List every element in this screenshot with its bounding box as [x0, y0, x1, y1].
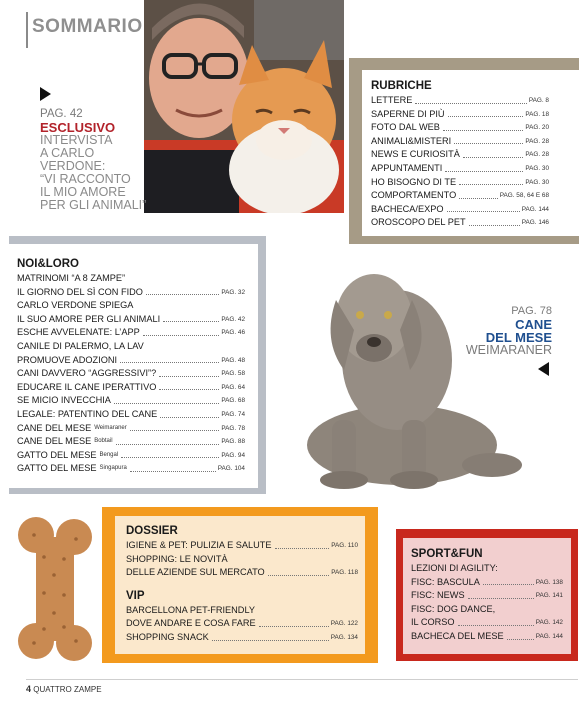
feature-line: VERDONE:: [40, 159, 106, 173]
dog-feature-page: PAG. 78: [511, 305, 552, 317]
toc-entry[interactable]: [126, 539, 358, 553]
toc-entry-sub: Singapura: [99, 465, 127, 472]
toc-entry[interactable]: [17, 313, 245, 327]
leader-dots: [116, 444, 220, 445]
weimaraner-dog-photo: [292, 260, 530, 497]
toc-entry-label: PROMUOVE ADOZIONI: [17, 354, 118, 365]
leader-dots: [443, 130, 523, 131]
toc-entry-label: COMPORTAMENTO: [371, 190, 457, 201]
toc-entry-label: CANI DAVVERO “AGGRESSIVI”?: [17, 368, 157, 379]
footer-magazine: QUATTRO ZAMPE: [33, 685, 102, 694]
rubriche-list: [371, 80, 549, 230]
page-title: SOMMARIO: [32, 16, 143, 37]
toc-entry[interactable]: [371, 162, 549, 176]
toc-entry-label: IL SUO AMORE PER GLI ANIMALI: [17, 313, 161, 324]
noiloro-title: NOI&LORO: [17, 258, 79, 270]
leader-dots: [143, 335, 220, 336]
toc-entry-sub: Bobtail: [94, 438, 113, 445]
toc-entry-page: PAG. 48: [221, 356, 245, 364]
toc-entry-label: MATRINOMI “A 8 ZAMPE”: [17, 273, 126, 283]
toc-entry-label: GATTO DEL MESE: [17, 463, 97, 474]
toc-entry-label: BACHECA DEL MESE: [411, 630, 504, 641]
toc-entry[interactable]: [17, 462, 245, 476]
toc-entry[interactable]: [126, 553, 358, 567]
toc-entry-page: PAG. 28: [525, 137, 549, 145]
leader-dots: [448, 116, 524, 117]
arrow-left-icon: [538, 362, 549, 376]
leader-dots: [114, 403, 219, 404]
sport-title: SPORT&FUN: [411, 548, 483, 560]
rubriche-title: RUBRICHE: [371, 80, 432, 92]
leader-dots: [445, 171, 523, 172]
toc-entry[interactable]: [17, 381, 245, 395]
toc-entry-page: PAG. 144: [521, 205, 549, 213]
toc-entry[interactable]: [17, 408, 245, 422]
leader-dots: [160, 417, 219, 418]
leader-dots: [463, 157, 523, 158]
dossier-list: [126, 525, 358, 645]
leader-dots: [130, 471, 216, 472]
toc-entry-label: CARLO VERDONE SPIEGA: [17, 300, 134, 311]
toc-entry[interactable]: [371, 108, 549, 122]
toc-entry-label: SAPERNE DI PIÙ: [371, 108, 445, 119]
toc-entry-page: PAG. 42: [221, 315, 245, 323]
footer-rule: [26, 679, 578, 680]
dog-feature-title: DEL MESE: [485, 330, 552, 345]
toc-entry-label: LETTERE: [371, 95, 413, 105]
toc-entry[interactable]: [371, 121, 549, 135]
feature-line: INTERVISTA: [40, 133, 113, 147]
leader-dots: [259, 626, 329, 627]
toc-entry[interactable]: [17, 299, 245, 313]
toc-entry-label: BACHECA/EXPO: [371, 203, 444, 214]
toc-entry[interactable]: [371, 135, 549, 149]
toc-entry-label: EDUCARE IL CANE IPERATTIVO: [17, 381, 157, 392]
toc-entry-label: LEZIONI DI AGILITY:: [411, 563, 498, 573]
toc-entry[interactable]: [411, 603, 563, 617]
toc-entry[interactable]: [411, 616, 563, 630]
toc-entry-label: ANIMALI&MISTERI: [371, 135, 452, 146]
leader-dots: [454, 143, 523, 144]
toc-entry-label: BARCELLONA PET-FRIENDLY: [126, 604, 255, 615]
toc-entry-page: PAG. 30: [525, 178, 549, 186]
leader-dots: [468, 598, 534, 599]
toc-entry[interactable]: [411, 576, 563, 590]
dossier-title: DOSSIER: [126, 525, 178, 537]
toc-entry-label: FOTO DAL WEB: [371, 122, 440, 133]
toc-entry-page: PAG. 28: [525, 151, 549, 159]
leader-dots: [146, 294, 219, 295]
leader-dots: [163, 321, 219, 322]
toc-entry-sub: Weimaraner: [94, 424, 127, 431]
toc-entry[interactable]: [411, 589, 563, 603]
toc-entry[interactable]: [17, 272, 245, 286]
toc-entry-page: PAG. 78: [221, 424, 245, 432]
toc-entry[interactable]: [17, 286, 245, 300]
toc-entry[interactable]: [17, 367, 245, 381]
feature-line: A CARLO: [40, 146, 95, 160]
toc-entry-label: SHOPPING: LE NOVITÀ: [126, 553, 228, 564]
toc-entry-label: HO BISOGNO DI TE: [371, 176, 457, 187]
toc-entry-page: PAG. 8: [528, 97, 549, 104]
arrow-right-icon: [40, 87, 51, 101]
toc-entry-page: PAG. 64: [221, 383, 245, 391]
toc-entry-label: NEWS E CURIOSITÀ: [371, 149, 460, 160]
leader-dots: [275, 548, 330, 549]
toc-entry-page: PAG. 30: [525, 164, 549, 172]
dog-feature-title: CANE: [515, 317, 552, 332]
dog-of-month-feature[interactable]: [404, 305, 552, 357]
toc-entry-page: PAG. 141: [535, 592, 563, 600]
toc-entry[interactable]: [17, 422, 245, 436]
toc-entry[interactable]: [371, 148, 549, 162]
feature-line: IL MIO AMORE: [40, 185, 126, 199]
toc-entry[interactable]: [17, 449, 245, 463]
toc-entry-page: PAG. 74: [221, 410, 245, 418]
toc-entry[interactable]: [17, 340, 245, 354]
header-rule: [26, 12, 28, 48]
leader-dots: [415, 103, 527, 104]
toc-entry[interactable]: [126, 631, 358, 645]
toc-entry-label: IL CORSO: [411, 617, 455, 628]
leader-dots: [121, 457, 219, 458]
toc-entry-label: FISC: BASCULA: [411, 576, 480, 587]
leader-dots: [469, 225, 520, 226]
toc-entry-page: PAG. 146: [521, 219, 549, 227]
feature-line: “VI RACCONTO: [40, 172, 131, 186]
toc-entry[interactable]: [126, 617, 358, 631]
leader-dots: [159, 389, 219, 390]
toc-entry-page: PAG. 144: [535, 632, 563, 640]
toc-entry[interactable]: [371, 94, 549, 108]
carlo-verdone-cat-photo: [144, 0, 344, 213]
toc-entry-label: GATTO DEL MESE: [17, 449, 97, 460]
toc-entry-page: PAG. 138: [535, 578, 563, 586]
leader-dots: [483, 584, 534, 585]
toc-entry-page: PAG. 94: [221, 451, 245, 459]
toc-entry-page: PAG. 58: [221, 370, 245, 378]
dog-bone-biscuit-icon: [14, 517, 98, 661]
toc-entry[interactable]: [371, 203, 549, 217]
leader-dots: [159, 376, 219, 377]
toc-entry-label: IGIENE & PET: PULIZIA E SALUTE: [126, 540, 272, 550]
leader-dots: [459, 198, 497, 199]
toc-entry-page: PAG. 118: [331, 569, 358, 577]
feature-page: PAG. 42: [40, 108, 83, 120]
toc-entry[interactable]: [126, 604, 358, 618]
footer-page-number: 4: [26, 684, 32, 694]
toc-entry-page: PAG. 104: [217, 465, 245, 473]
toc-entry-page: PAG. 134: [330, 633, 358, 641]
toc-entry[interactable]: [17, 394, 245, 408]
feature-tag: ESCLUSIVO: [40, 120, 116, 135]
toc-entry-label: FISC: DOG DANCE,: [411, 603, 496, 614]
toc-entry-page: PAG. 142: [535, 619, 563, 627]
leader-dots: [120, 362, 219, 363]
noiloro-list: [17, 258, 245, 476]
toc-entry-page: PAG. 110: [331, 542, 358, 549]
toc-entry[interactable]: [371, 216, 549, 230]
toc-entry-label: DELLE AZIENDE SUL MERCATO: [126, 567, 265, 578]
toc-entry[interactable]: [411, 562, 563, 576]
toc-entry-page: PAG. 32: [221, 288, 245, 296]
toc-entry-sub: Bengal: [99, 451, 119, 458]
toc-entry-label: CANE DEL MESE: [17, 422, 92, 433]
toc-entry-label: SHOPPING SNACK: [126, 631, 209, 642]
toc-entry-label: ESCHE AVVELENATE: L’APP: [17, 327, 140, 338]
toc-entry-label: DOVE ANDARE E COSA FARE: [126, 618, 256, 629]
sport-list: [411, 548, 563, 644]
toc-entry[interactable]: [17, 435, 245, 449]
toc-entry[interactable]: [371, 189, 549, 203]
exclusive-feature[interactable]: [40, 108, 152, 212]
dog-feature-breed: WEIMARANER: [465, 343, 552, 357]
toc-entry[interactable]: [17, 354, 245, 368]
toc-entry-page: PAG. 88: [221, 438, 245, 446]
toc-entry-page: PAG. 20: [525, 124, 549, 132]
leader-dots: [459, 184, 523, 185]
toc-entry-page: PAG. 122: [330, 620, 358, 628]
toc-entry-label: OROSCOPO DEL PET: [371, 217, 466, 228]
toc-entry[interactable]: [371, 176, 549, 190]
footer: [26, 684, 102, 694]
toc-entry-label: IL GIORNO DEL SÌ CON FIDO: [17, 286, 143, 297]
toc-entry-label: CANILE DI PALERMO, LA LAV: [17, 340, 144, 351]
toc-entry-label: FISC: NEWS: [411, 590, 465, 601]
leader-dots: [458, 625, 534, 626]
leader-dots: [507, 639, 534, 640]
toc-entry-label: LEGALE: PATENTINO DEL CANE: [17, 408, 158, 419]
feature-line: PER GLI ANIMALI”: [40, 198, 147, 212]
toc-entry-page: PAG. 68: [221, 397, 245, 405]
toc-entry-label: SE MICIO INVECCHIA: [17, 395, 111, 406]
toc-entry-page: PAG. 46: [221, 329, 245, 337]
leader-dots: [212, 640, 329, 641]
toc-entry-page: PAG. 58, 64 E 68: [499, 192, 549, 200]
toc-entry-label: CANE DEL MESE: [17, 436, 92, 447]
toc-entry-page: PAG. 18: [525, 110, 549, 118]
toc-entry[interactable]: [17, 326, 245, 340]
vip-title: VIP: [126, 589, 145, 602]
toc-entry[interactable]: [126, 566, 358, 580]
toc-entry[interactable]: [411, 630, 563, 644]
toc-entry-label: APPUNTAMENTI: [371, 162, 443, 173]
leader-dots: [447, 211, 520, 212]
leader-dots: [268, 575, 330, 576]
leader-dots: [130, 430, 220, 431]
